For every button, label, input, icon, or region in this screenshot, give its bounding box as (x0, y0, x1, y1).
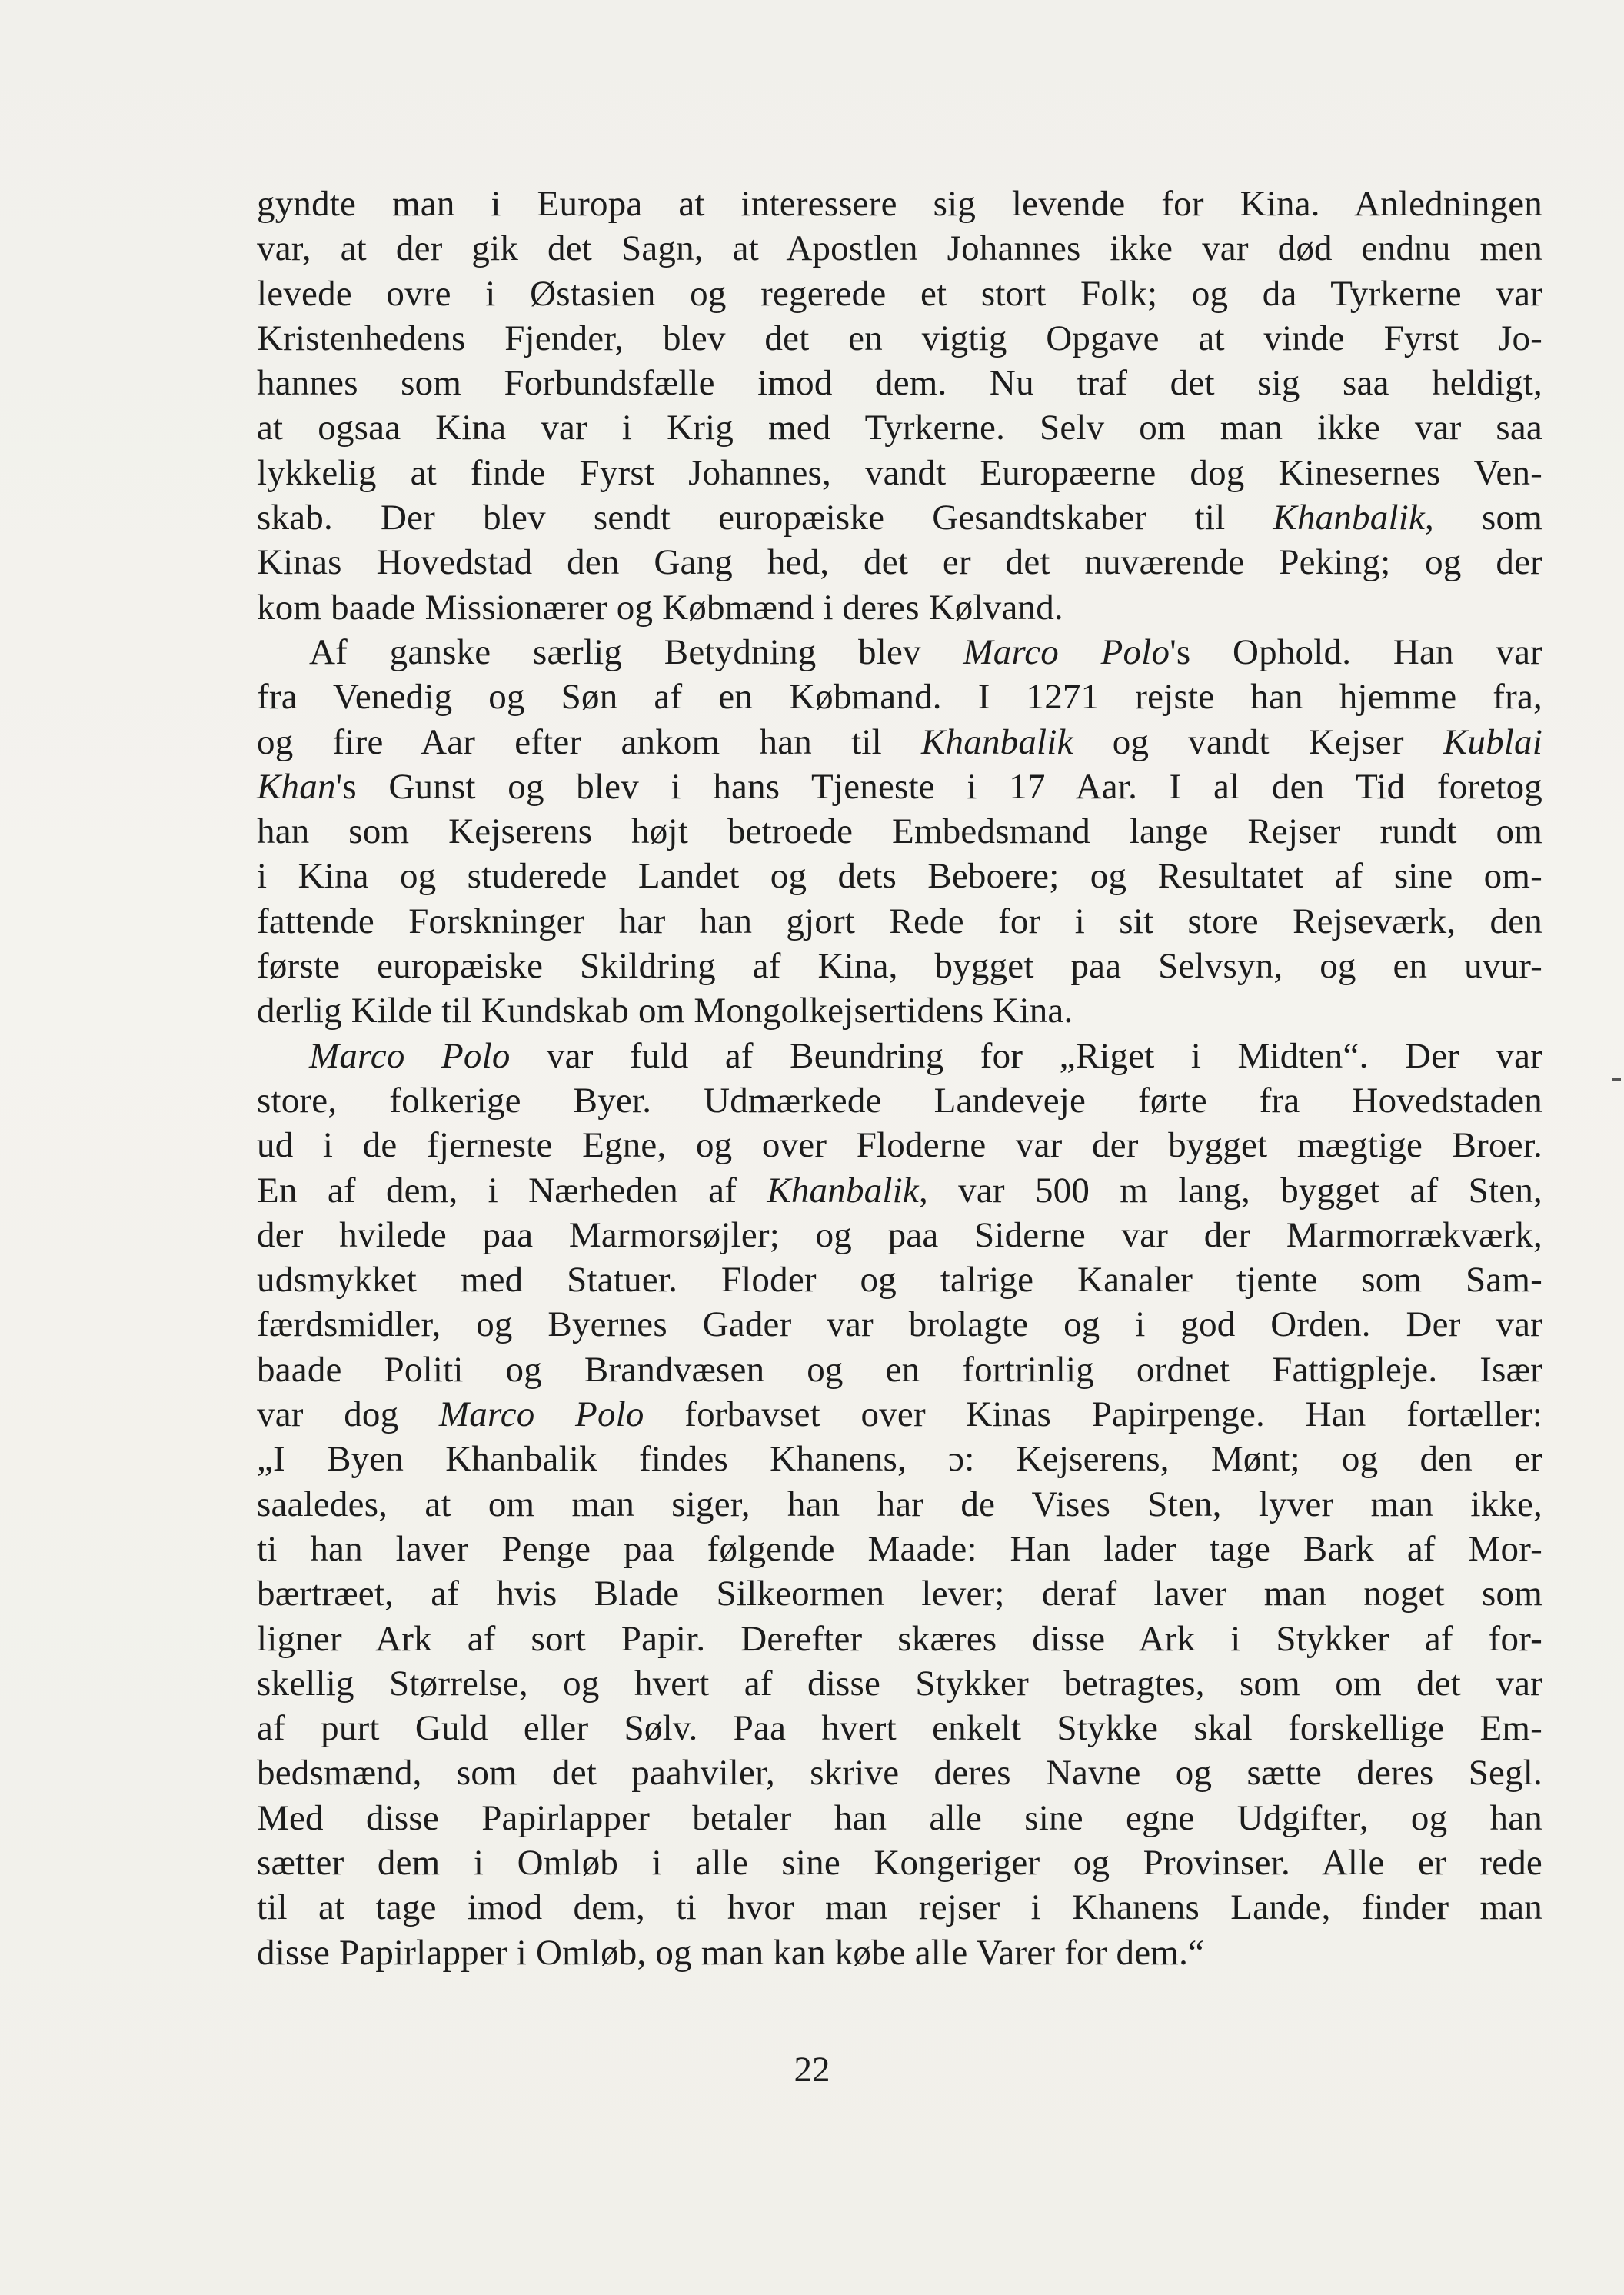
text-line: af purt Guld eller Sølv. Paa hvert enkelt Stykke skal forskellige Em- (257, 1708, 1542, 1749)
text-line: udsmykket med Statuer. Floder og talrige Kanaler tjente som Sam- (257, 1260, 1542, 1301)
text-line: hannes som Forbundsfælle imod dem. Nu traf det sig saa heldigt, (257, 363, 1542, 404)
text-line: til at tage imod dem, ti hvor man rejser i Khanens Lande, finder man (257, 1887, 1542, 1928)
text-line: disse Papirlapper i Omløb, og man kan købe alle Varer for dem.“ (257, 1932, 1205, 1973)
text-line: første europæiske Skildring af Kina, bygget paa Selvsyn, og en uvur- (257, 946, 1542, 987)
text-line: derlig Kilde til Kundskab om Mongolkejsertidens Kina. (257, 991, 1073, 1031)
text-line: fattende Forskninger har han gjort Rede for i sit store Rejseværk, den (257, 901, 1542, 941)
text-line: levede ovre i Østasien og regerede et stort Folk; og da Tyrkerne var (257, 273, 1542, 314)
text-line: at ogsaa Kina var i Krig med Tyrkerne. Selv om man ikke var saa (257, 408, 1542, 448)
text-line: Marco Polo var fuld af Beundring for „Riget i Midten“. Der var (309, 1035, 1542, 1076)
text-line: En af dem, i Nærheden af Khanbalik, var 500 m lang, bygget af Sten, (257, 1170, 1542, 1211)
paragraph (257, 1034, 1542, 1975)
text-line: sætter dem i Omløb i alle sine Kongeriger og Provinser. Alle er rede (257, 1842, 1542, 1883)
text-line: Med disse Papirlapper betaler han alle sine egne Udgifter, og han (257, 1797, 1542, 1838)
page-number: 22 (794, 2050, 830, 2090)
text-line: skab. Der blev sendt europæiske Gesandtskaber til Khanbalik, som (257, 498, 1543, 538)
text-line: Kristenhedens Fjender, blev det en vigtig Opgave at vinde Fyrst Jo- (257, 318, 1542, 358)
text-line: store, folkerige Byer. Udmærkede Landeveje førte fra Hovedstaden (257, 1080, 1542, 1121)
text-line: bedsmænd, som det paahviler, skrive deres Navne og sætte deres Segl. (257, 1753, 1542, 1794)
text-line: og fire Aar efter ankom han til Khanbalik og vandt Kejser Kublai (257, 721, 1542, 762)
text-line: „I Byen Khanbalik findes Khanens, ɔ: Kejserens, Mønt; og den er (257, 1439, 1542, 1480)
text-line: Af ganske særlig Betydning blev Marco Polo's Ophold. Han var (309, 631, 1542, 672)
scan-edge-mark (1612, 1078, 1621, 1081)
text-line: ud i de fjerneste Egne, og over Floderne var der bygget mægtige Broer. (257, 1125, 1542, 1166)
body-text (257, 182, 1542, 1975)
text-line: var, at der gik det Sagn, at Apostlen Johannes ikke var død endnu men (257, 228, 1542, 269)
paragraph (257, 182, 1542, 630)
text-line: saaledes, at om man siger, han har de Vises Sten, lyver man ikke, (257, 1484, 1542, 1524)
text-line: ti han laver Penge paa følgende Maade: Han lader tage Bark af Mor- (257, 1528, 1542, 1569)
paragraph (257, 630, 1542, 1034)
text-line: kom baade Missionærer og Købmænd i deres Kølvand. (257, 587, 1063, 628)
text-line: bærtræet, af hvis Blade Silkeormen lever; deraf laver man noget som (257, 1574, 1542, 1614)
text-line: Khan's Gunst og blev i hans Tjeneste i 17 Aar. I al den Tid foretog (257, 766, 1542, 807)
text-line: skellig Størrelse, og hvert af disse Stykker betragtes, som om det var (257, 1663, 1542, 1704)
text-line: gyndte man i Europa at interessere sig levende for Kina. Anledningen (257, 184, 1542, 224)
text-line: baade Politi og Brandvæsen og en fortrinlig ordnet Fattigpleje. Især (257, 1349, 1542, 1390)
text-line: færdsmidler, og Byernes Gader var brolagte og i god Orden. Der var (257, 1304, 1542, 1345)
text-line: der hvilede paa Marmorsøjler; og paa Siderne var der Marmorrækværk, (257, 1214, 1542, 1255)
text-line: ligner Ark af sort Papir. Derefter skæres disse Ark i Stykker af for- (257, 1618, 1542, 1659)
text-line: Kinas Hovedstad den Gang hed, det er det nuværende Peking; og der (257, 542, 1542, 583)
text-line: han som Kejserens højt betroede Embedsmand lange Rejser rundt om (257, 811, 1542, 852)
text-line: var dog Marco Polo forbavset over Kinas Papirpenge. Han fortæller: (257, 1394, 1542, 1435)
text-line: i Kina og studerede Landet og dets Beboere; og Resultatet af sine om- (257, 856, 1542, 897)
text-line: fra Venedig og Søn af en Købmand. I 1271 rejste han hjemme fra, (257, 677, 1542, 718)
text-line: lykkelig at finde Fyrst Johannes, vandt Europæerne dog Kinesernes Ven- (257, 452, 1542, 493)
